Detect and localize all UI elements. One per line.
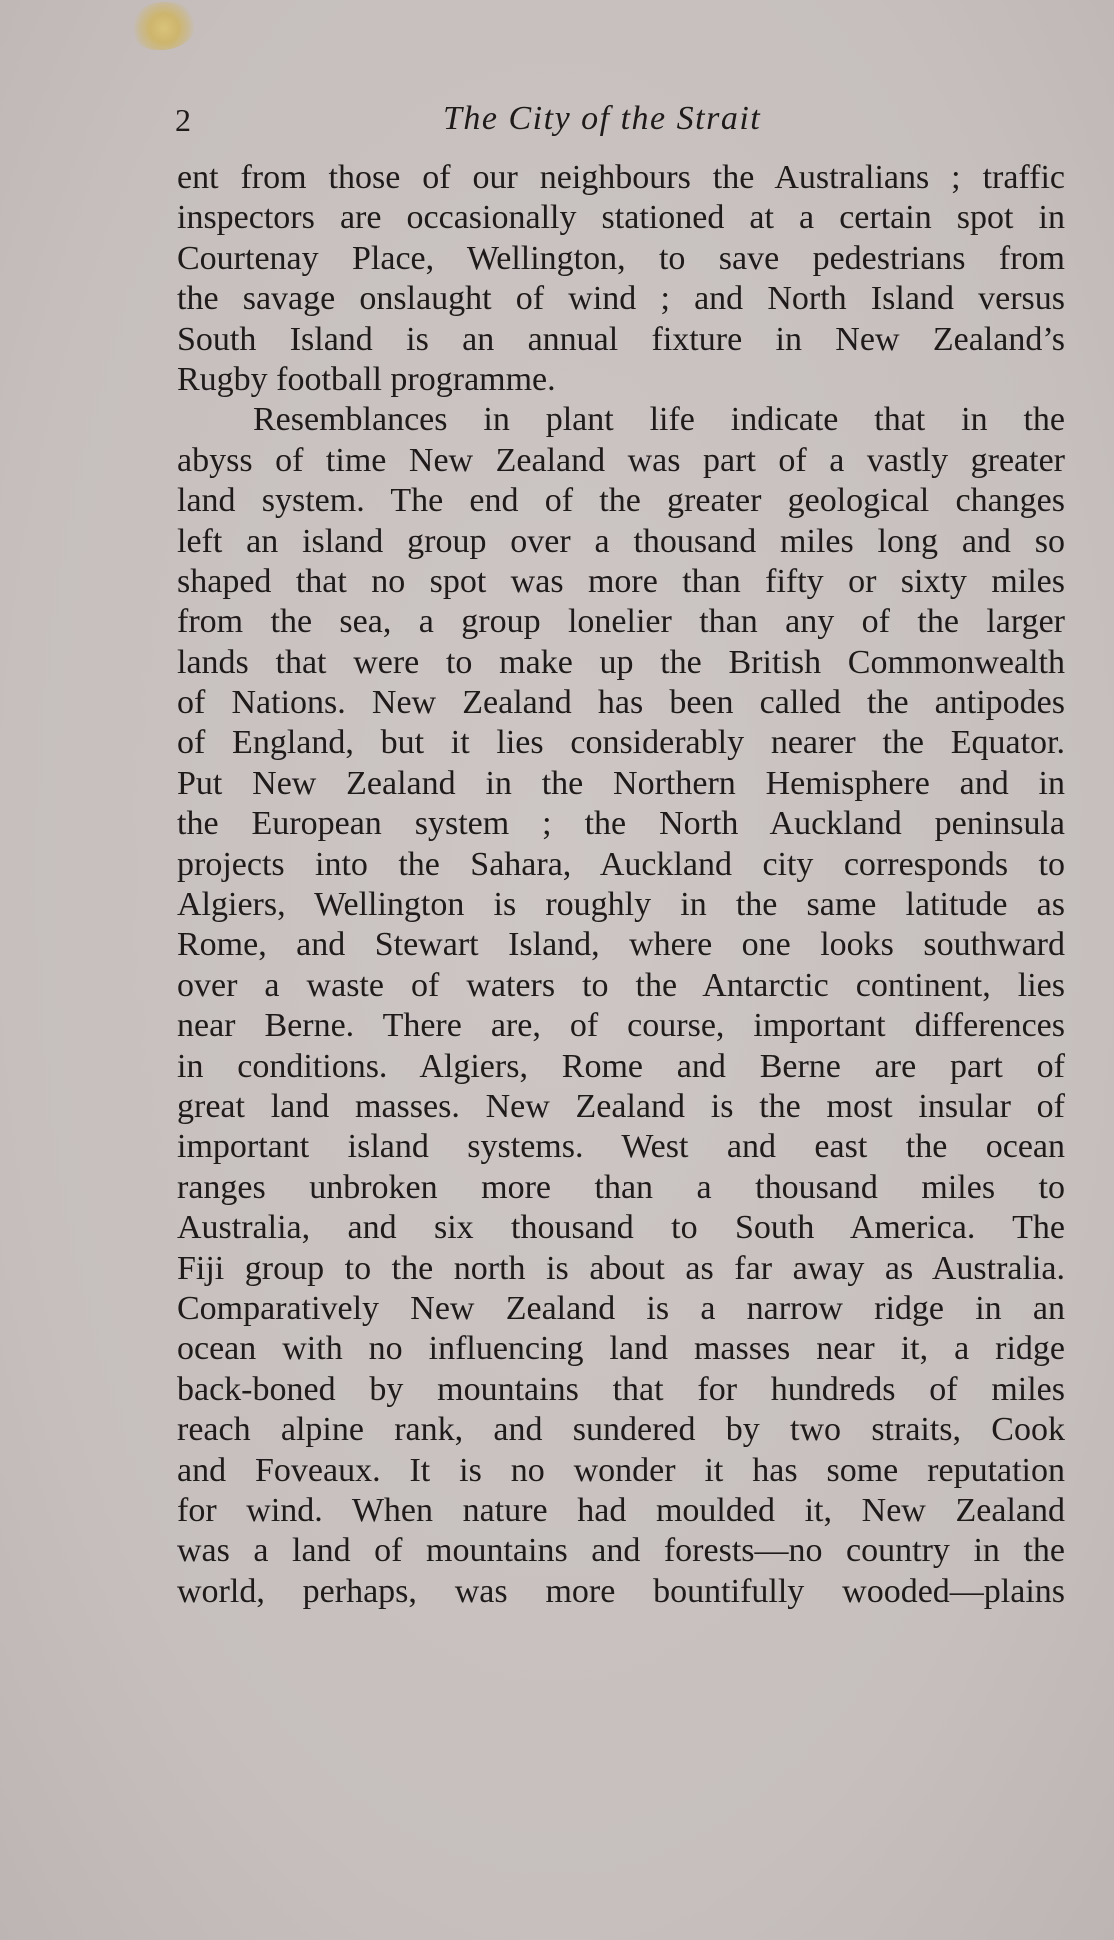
text-line: was a land of mountains and forests—no country in the (177, 1532, 1065, 1570)
text-line: shaped that no spot was more than fifty or sixty miles (177, 562, 1065, 600)
text-line: ranges unbroken more than a thousand miles to (177, 1168, 1065, 1206)
text-line: of England, but it lies considerably nearer the Equator. (177, 724, 1065, 762)
text-line: reach alpine rank, and sundered by two straits, Cook (177, 1411, 1065, 1449)
text-line: Courtenay Place, Wellington, to save pedestrians from (177, 239, 1065, 277)
text-line: Put New Zealand in the Northern Hemisphere and in (177, 764, 1065, 802)
text-line: Australia, and six thousand to South America. The (177, 1209, 1065, 1247)
running-title: The City of the Strait (443, 100, 762, 137)
text-line: Rome, and Stewart Island, where one looks southward (177, 926, 1065, 964)
text-line: land system. The end of the greater geological changes (177, 482, 1065, 520)
running-head (175, 100, 1063, 150)
text-line: great land masses. New Zealand is the most insular of (177, 1087, 1065, 1125)
text-line: inspectors are occasionally stationed at a certain spot in (177, 199, 1065, 237)
text-line: Algiers, Wellington is roughly in the same latitude as (177, 886, 1065, 924)
text-line: left an island group over a thousand miles long and so (177, 522, 1065, 560)
text-line: over a waste of waters to the Antarctic continent, lies (177, 966, 1065, 1004)
text-line: projects into the Sahara, Auckland city corresponds to (177, 845, 1065, 883)
paper-stain (132, 2, 196, 50)
body-text (177, 158, 1065, 1612)
text-line: Comparatively New Zealand is a narrow ridge in an (177, 1289, 1065, 1327)
text-line: back-boned by mountains that for hundreds of miles (177, 1370, 1065, 1408)
text-line: near Berne. There are, of course, important differences (177, 1007, 1065, 1045)
text-line: the European system ; the North Auckland peninsula (177, 805, 1065, 843)
page-number: 2 (175, 102, 191, 138)
text-line: important island systems. West and east the ocean (177, 1128, 1065, 1166)
text-line: from the sea, a group lonelier than any of the larger (177, 603, 1065, 641)
text-line: world, perhaps, was more bountifully wooded—plains (177, 1572, 1065, 1610)
text-line: abyss of time New Zealand was part of a vastly greater (177, 441, 1065, 479)
text-line: for wind. When nature had moulded it, New Zealand (177, 1491, 1065, 1529)
text-line: Resemblances in plant life indicate that in the (253, 401, 1065, 439)
text-line: Fiji group to the north is about as far away as Australia. (177, 1249, 1065, 1287)
text-line: lands that were to make up the British Commonwealth (177, 643, 1065, 681)
text-line: of Nations. New Zealand has been called the antipodes (177, 684, 1065, 722)
text-line: Rugby football programme. (177, 360, 556, 398)
text-line: the savage onslaught of wind ; and North Island versus (177, 280, 1065, 318)
text-line: ocean with no influencing land masses near it, a ridge (177, 1330, 1065, 1368)
text-line: and Foveaux. It is no wonder it has some reputation (177, 1451, 1065, 1489)
text-line: in conditions. Algiers, Rome and Berne are part of (177, 1047, 1065, 1085)
text-line: South Island is an annual fixture in New Zealand’s (177, 320, 1065, 358)
text-line: ent from those of our neighbours the Australians ; traffic (177, 159, 1065, 196)
